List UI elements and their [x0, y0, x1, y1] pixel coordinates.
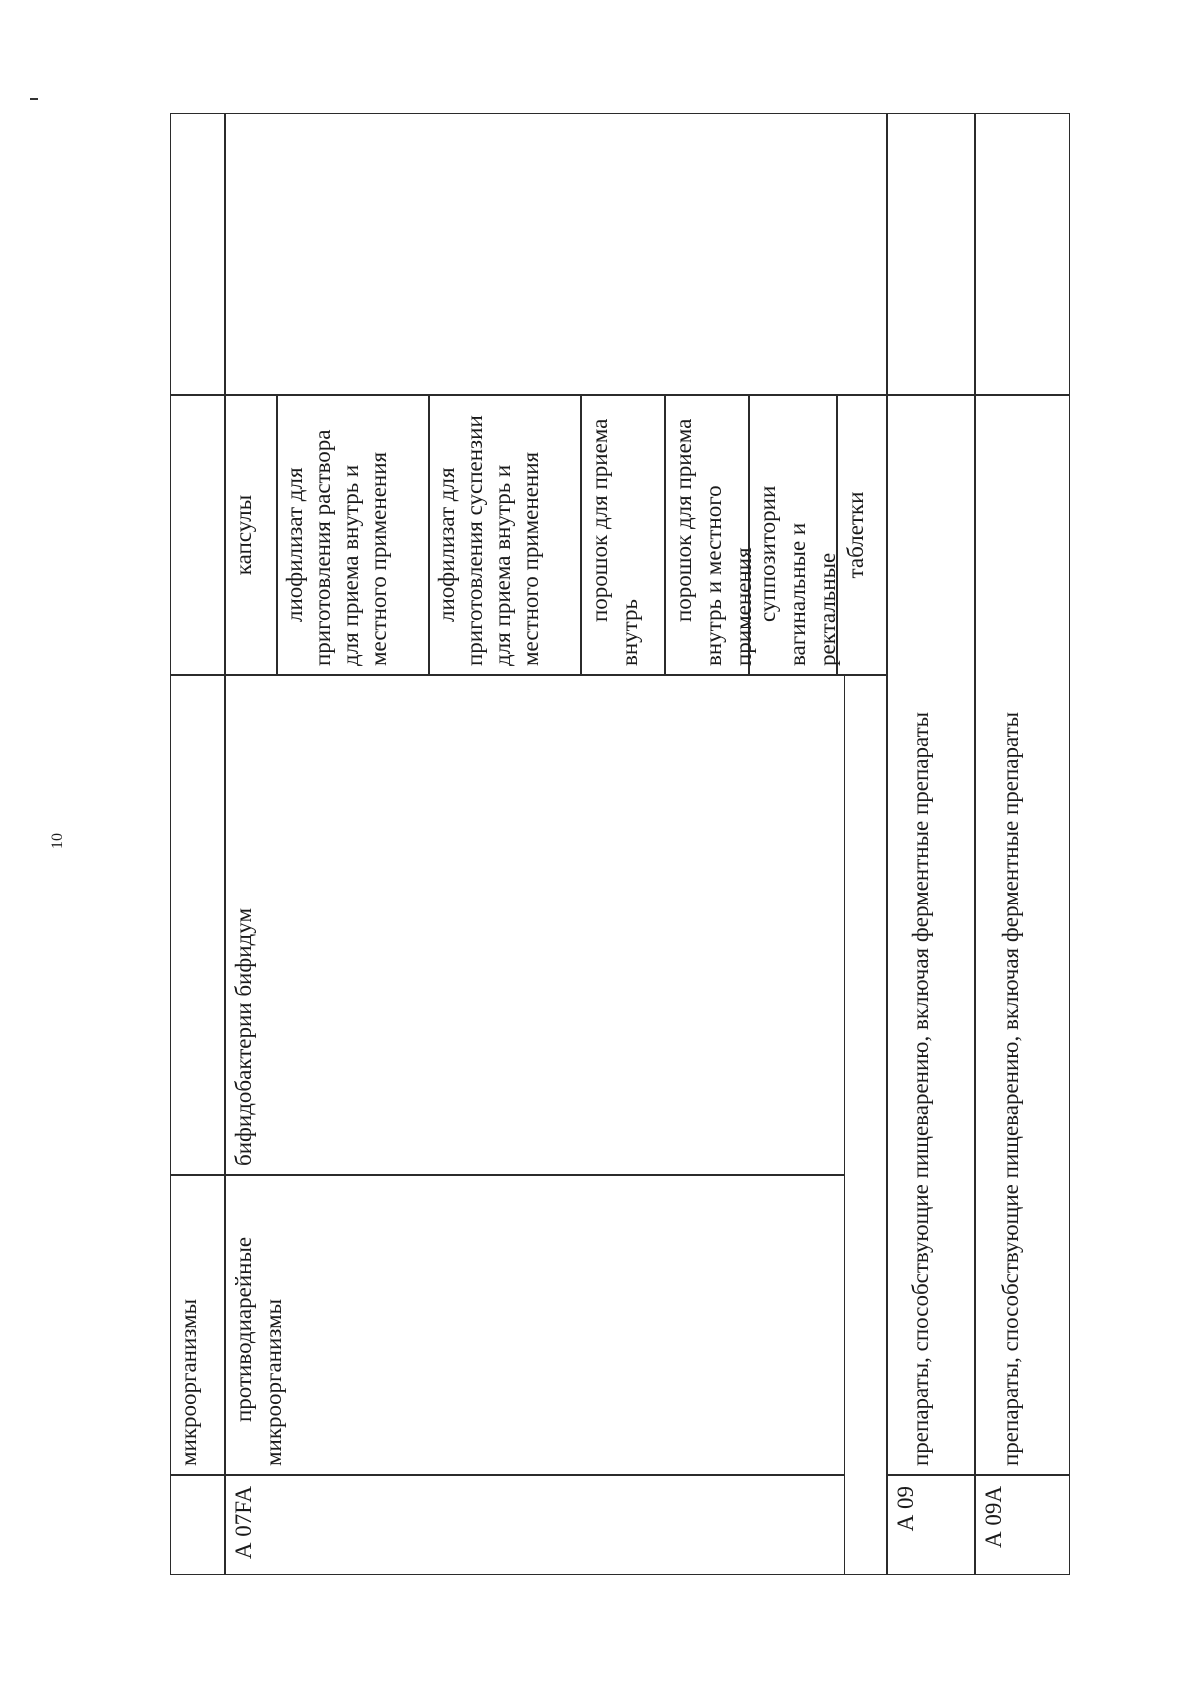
- row-2-code: А 09: [887, 1475, 975, 1575]
- row-0-extra: [170, 113, 225, 395]
- row-1-group: противодиарейные микроорганизмы: [225, 1175, 845, 1475]
- row-3-group: препараты, способствующие пищеварению, включая ферментные препараты: [975, 395, 1070, 1475]
- page-number: 10: [49, 833, 66, 849]
- row-3-extra: [975, 113, 1070, 395]
- row-0-code: [170, 1475, 225, 1575]
- row-1-extra: [225, 113, 887, 395]
- row-3-code: А 09А: [975, 1475, 1070, 1575]
- dosage-form-item: порошок для приема внутрь и местного применения: [665, 395, 749, 675]
- row-0-form: [170, 395, 225, 675]
- row-2-group: препараты, способствующие пищеварению, включая ферментные препараты: [887, 395, 975, 1475]
- row-1-inn: бифидобактерии бифидум: [225, 675, 845, 1175]
- row-0-group: микроорганизмы: [170, 1175, 225, 1475]
- dosage-form-item: суппозитории вагинальные и ректальные: [749, 395, 837, 675]
- row-0-inn: [170, 675, 225, 1175]
- dosage-form-item: порошок для приема внутрь: [581, 395, 665, 675]
- row-2-extra: [887, 113, 975, 395]
- dosage-form-item: лиофилизат для приготовления суспензии для приема внутрь и местного применения: [429, 395, 581, 675]
- dosage-form-item: капсулы: [225, 395, 277, 675]
- atc-table: [170, 113, 1070, 1575]
- dosage-form-item: таблетки: [837, 395, 887, 675]
- scan-mark: [30, 98, 38, 100]
- dosage-form-item: лиофилизат для приготовления раствора для приема внутрь и местного применения: [277, 395, 429, 675]
- row-1-code: А 07FA: [225, 1475, 845, 1575]
- row-1-filler: [845, 675, 887, 1575]
